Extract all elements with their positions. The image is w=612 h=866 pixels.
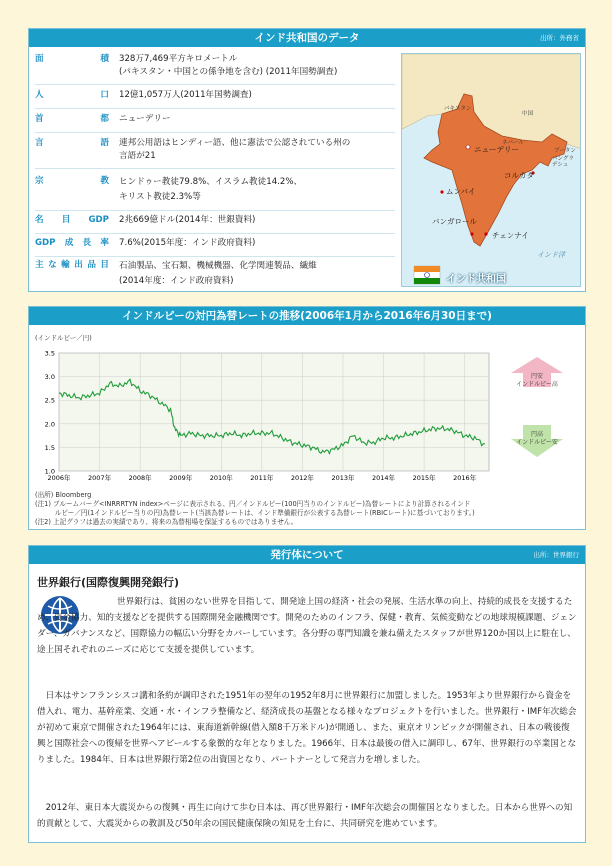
x-tick-label: 2006年 — [47, 474, 71, 482]
plot-area — [59, 353, 489, 471]
arrow-up-text-2: インドルピー高 — [516, 381, 558, 388]
y-tick-label: 1.0 — [44, 467, 55, 476]
y-tick-label: 2.5 — [44, 396, 55, 405]
chart-note-2: (注2) 上記グラフは過去の実績であり、将来の為替相場を保証するものではありません。 — [35, 518, 298, 526]
data-row-capital: 首都 ニューデリー — [35, 113, 395, 133]
country-data-source: 出所：外務省 — [540, 34, 579, 42]
data-row-gdp-growth: GDP成長率 7.6%(2015年度：インド政府資料) — [35, 237, 395, 257]
issuer-title: 発行体について — [270, 549, 344, 561]
row-label: 面積 — [35, 54, 109, 64]
issuer-heading: 世界銀行(国際復興開発銀行) — [37, 576, 180, 589]
map-label-ocean: インド洋 — [537, 251, 565, 259]
issuer-source: 出所：世界銀行 — [533, 551, 579, 559]
data-row-religion: 宗教 ヒンドゥー教徒79.8%、イスラム教徒14.2%、 キリスト教徒2.3%等 — [35, 175, 395, 211]
map-label-china: 中国 — [522, 111, 534, 117]
issuer-header — [29, 546, 585, 564]
x-tick-label: 2016年 — [453, 474, 477, 482]
x-tick-label: 2012年 — [290, 474, 314, 482]
country-data-header — [29, 29, 585, 47]
map-label-nepal: ネパール — [502, 140, 524, 146]
map-city-bangalore: バンガロール — [432, 217, 477, 226]
y-tick-label: 3.5 — [44, 349, 55, 358]
data-row-exports: 主な輸出品目 石油製品、宝石類、機械機器、化学関連製品、繊維 (2014年度：インド政府資料) — [35, 260, 317, 286]
map-label-bangladesh: バングラデシュ — [552, 156, 574, 168]
map-city-newdelhi: ニューデリー — [474, 145, 519, 154]
exchange-rate-panel — [28, 306, 586, 530]
chart-note-1b: ルピー／円(1インドルピー当りの円)為替レート(当該為替レートは、インド準備銀行が公表する為替レート(RBICレート)に基づいております。) — [35, 509, 475, 517]
y-tick-label: 1.5 — [44, 443, 55, 452]
x-tick-label: 2008年 — [128, 474, 152, 482]
chart-ylabel: (インドルピー／円) — [35, 334, 92, 342]
x-tick-label: 2015年 — [412, 474, 436, 482]
issuer-paragraph-3: 2012年、東日本大震災からの復興・再生に向けて歩む日本は、再び世界銀行・IMF年次総会の開催国となりました。日本から世界への知的貢献として、大震災からの教訓及び50年余の国民健康保険の知見を土台に、共同研究を進めています。 — [37, 803, 573, 829]
y-tick-label: 3.0 — [44, 373, 55, 382]
chart-note-1a: (注1) ブルームバーグ<INRRRTYN index>ページに表示される、円／インドルピー(100円当りのインドルピー)為替レートにより計算されるインド — [35, 500, 471, 508]
issuer-panel — [28, 545, 586, 843]
x-tick-label: 2007年 — [88, 474, 112, 482]
exchange-rate-chart — [29, 329, 585, 489]
y-tick-label: 2.0 — [44, 420, 55, 429]
chart-title: インドルピーの対円為替レートの推移(2006年1月から2016年6月30日まで) — [122, 310, 492, 322]
map-country-name: インド共和国 — [446, 274, 506, 285]
arrow-down-text-1: 円高 — [530, 431, 544, 438]
x-tick-label: 2013年 — [331, 474, 355, 482]
map-city-kolkata: コルカタ — [504, 171, 534, 180]
country-data-panel — [28, 28, 586, 292]
country-data-title: インド共和国のデータ — [254, 32, 360, 44]
chart-note-source: (出所) Bloomberg — [35, 491, 92, 499]
arrow-down-text-2: インドルピー安 — [516, 439, 558, 446]
map-label-pakistan: パキスタン — [444, 106, 472, 112]
arrow-up-text-1: 円安 — [530, 373, 544, 380]
issuer-paragraph-2: 日本はサンフランシスコ講和条約が調印された1951年の翌年の1952年8月に世界銀行に加盟しました。1953年より世界銀行から資金を借入れ、電力、基幹産業、交通・水・インフラ整備など、経済成長の基盤となる様々なプロジェクトを行いました。世界銀行・IMF年次総会が初めて東京で開催された1964年には、東海道新幹線(借入額8千万米ドル)が開通し、また、東京オリンピックが開催され、日本の戦後復興と国際社会への復帰を世界へアピールする象徴的な年となりました。1966年、日本は最後の借入に調印し、67年、世界銀行の卒業国となりました。1984年、日本は世界銀行第2位の出資国となり、パートナーとして発言力を増しました。 — [37, 691, 577, 765]
india-map — [401, 53, 581, 287]
data-row-gdp: 名目GDP 2兆669億ドル(2014年：世銀資料) — [35, 214, 395, 234]
x-tick-label: 2011年 — [250, 474, 274, 482]
data-row-area — [35, 53, 395, 85]
row-value: 328万7,469平方キロメートル (パキスタン・中国との係争地を含む) (2011年国勢調査) — [119, 54, 338, 77]
x-tick-label: 2014年 — [372, 474, 396, 482]
map-city-mumbai: ムンバイ — [446, 187, 476, 196]
x-tick-label: 2009年 — [169, 474, 193, 482]
map-city-chennai: チェンナイ — [492, 231, 529, 240]
x-tick-label: 2010年 — [209, 474, 233, 482]
chart-header — [29, 307, 585, 325]
data-row-population: 人口 12億1,057万人(2011年国勢調査) — [35, 89, 395, 109]
issuer-paragraph-1: 世界銀行は、貧困のない世界を目指して、開発途上国の経済・社会の発展、生活水準の向上、持続的成長を支援するため、資金協力、知的支援などを提供する国際開発金融機関です。開発のためのインフラ、保健・教育、気候変動などの地球規模課題、ジェンダー、ガバナンスなど、国際協力の幅広い分野をカバーしています。各分野の専門知識を兼ね備えたスタッフが世界120か国以上に駐在し、途上国それぞれのニーズに応じて支援を提供しています。 — [37, 597, 577, 655]
map-label-bhutan: ブータン — [554, 148, 576, 154]
data-row-language: 言語 連邦公用語はヒンディー語、他に憲法で公認されている州の 言語が21 — [35, 137, 395, 169]
